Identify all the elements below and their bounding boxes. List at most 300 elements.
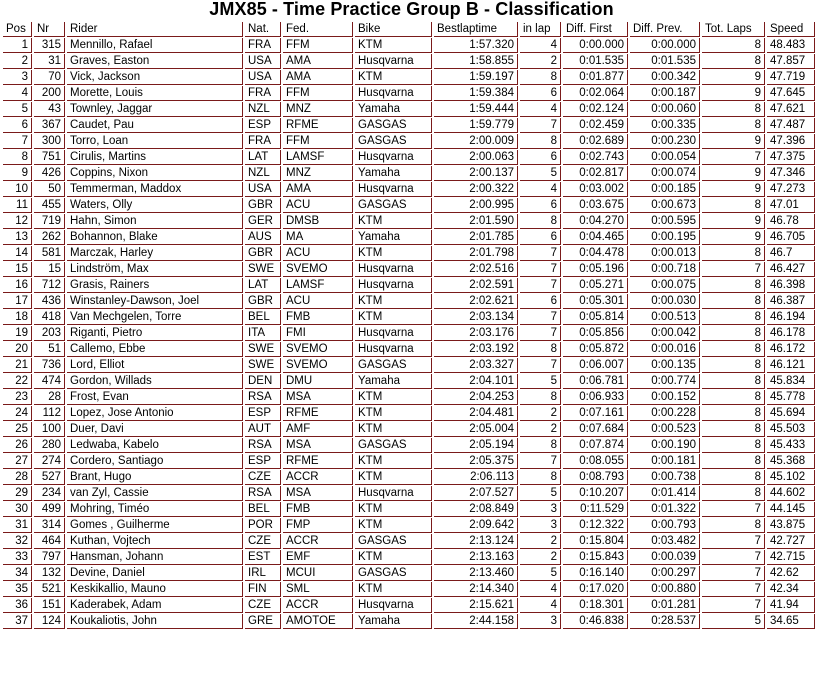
cell-diff-prev: 0:00.042 [630, 326, 700, 341]
cell-diff-prev: 0:00.297 [630, 566, 700, 581]
table-row [3, 166, 815, 181]
cell-bestlaptime: 2:03.192 [434, 342, 518, 357]
cell-fed: LAMSF [283, 150, 353, 165]
cell-bike: KTM [355, 390, 432, 405]
cell-rider: Hansman, Johann [67, 550, 243, 565]
table-row [3, 550, 815, 565]
cell-bike: GASGAS [355, 134, 432, 149]
cell-tot-laps: 5 [702, 614, 765, 629]
cell-speed: 46.194 [767, 310, 815, 325]
cell-speed: 46.172 [767, 342, 815, 357]
cell-fed: EMF [283, 550, 353, 565]
cell-bestlaptime: 1:58.855 [434, 54, 518, 69]
cell-pos: 23 [3, 390, 32, 405]
cell-diff-prev: 0:00.230 [630, 134, 700, 149]
header-fed: Fed. [283, 22, 353, 37]
cell-diff-prev: 0:00.774 [630, 374, 700, 389]
cell-in-lap: 4 [520, 102, 561, 117]
table-row [3, 614, 815, 629]
cell-pos: 35 [3, 582, 32, 597]
table-row [3, 150, 815, 165]
cell-speed: 45.778 [767, 390, 815, 405]
cell-tot-laps: 8 [702, 294, 765, 309]
cell-in-lap: 8 [520, 438, 561, 453]
cell-rider: Townley, Jaggar [67, 102, 243, 117]
cell-tot-laps: 9 [702, 230, 765, 245]
cell-rider: Gordon, Willads [67, 374, 243, 389]
cell-nr: 315 [34, 38, 65, 53]
cell-fed: MNZ [283, 102, 353, 117]
cell-rider: Vick, Jackson [67, 70, 243, 85]
cell-speed: 45.102 [767, 470, 815, 485]
cell-tot-laps: 8 [702, 374, 765, 389]
cell-nr: 499 [34, 502, 65, 517]
cell-diff-first: 0:06.781 [563, 374, 628, 389]
cell-nat: RSA [245, 438, 281, 453]
cell-bestlaptime: 2:13.124 [434, 534, 518, 549]
cell-diff-first: 0:05.872 [563, 342, 628, 357]
cell-bestlaptime: 1:57.320 [434, 38, 518, 53]
cell-rider: Callemo, Ebbe [67, 342, 243, 357]
classification-table [1, 21, 817, 630]
cell-nr: 124 [34, 614, 65, 629]
cell-diff-first: 0:02.817 [563, 166, 628, 181]
header-diff-prev: Diff. Prev. [630, 22, 700, 37]
cell-nat: ESP [245, 454, 281, 469]
cell-diff-prev: 0:00.135 [630, 358, 700, 373]
cell-pos: 7 [3, 134, 32, 149]
cell-diff-first: 0:03.002 [563, 182, 628, 197]
cell-diff-first: 0:18.301 [563, 598, 628, 613]
cell-nr: 712 [34, 278, 65, 293]
cell-rider: Bohannon, Blake [67, 230, 243, 245]
cell-fed: SVEMO [283, 342, 353, 357]
table-row [3, 182, 815, 197]
cell-speed: 45.433 [767, 438, 815, 453]
cell-nr: 28 [34, 390, 65, 405]
cell-diff-prev: 0:00.060 [630, 102, 700, 117]
cell-bestlaptime: 2:02.516 [434, 262, 518, 277]
table-row [3, 502, 815, 517]
cell-rider: Koukaliotis, John [67, 614, 243, 629]
cell-bestlaptime: 2:13.163 [434, 550, 518, 565]
cell-speed: 45.503 [767, 422, 815, 437]
cell-fed: ACCR [283, 470, 353, 485]
cell-in-lap: 4 [520, 582, 561, 597]
table-row [3, 326, 815, 341]
cell-rider: Mennillo, Rafael [67, 38, 243, 53]
cell-diff-first: 0:06.007 [563, 358, 628, 373]
cell-tot-laps: 7 [702, 534, 765, 549]
cell-bestlaptime: 2:05.004 [434, 422, 518, 437]
cell-diff-prev: 0:00.039 [630, 550, 700, 565]
table-row [3, 294, 815, 309]
cell-bestlaptime: 2:09.642 [434, 518, 518, 533]
cell-nat: LAT [245, 150, 281, 165]
cell-speed: 47.01 [767, 198, 815, 213]
cell-nat: GBR [245, 198, 281, 213]
cell-bike: Yamaha [355, 614, 432, 629]
cell-in-lap: 6 [520, 150, 561, 165]
cell-nat: SWE [245, 262, 281, 277]
cell-tot-laps: 8 [702, 278, 765, 293]
table-row [3, 70, 815, 85]
cell-speed: 42.715 [767, 550, 815, 565]
cell-nat: CZE [245, 534, 281, 549]
cell-in-lap: 3 [520, 614, 561, 629]
cell-rider: Brant, Hugo [67, 470, 243, 485]
cell-nat: POR [245, 518, 281, 533]
cell-nat: LAT [245, 278, 281, 293]
cell-bestlaptime: 2:05.194 [434, 438, 518, 453]
table-row [3, 310, 815, 325]
cell-rider: Marczak, Harley [67, 246, 243, 261]
cell-bike: KTM [355, 454, 432, 469]
cell-diff-prev: 0:00.016 [630, 342, 700, 357]
cell-nr: 112 [34, 406, 65, 421]
cell-bike: KTM [355, 70, 432, 85]
cell-bestlaptime: 1:59.197 [434, 70, 518, 85]
table-header-row [3, 22, 815, 37]
cell-pos: 10 [3, 182, 32, 197]
cell-in-lap: 5 [520, 374, 561, 389]
cell-diff-first: 0:04.478 [563, 246, 628, 261]
cell-in-lap: 7 [520, 454, 561, 469]
cell-nr: 274 [34, 454, 65, 469]
cell-diff-prev: 0:00.195 [630, 230, 700, 245]
cell-diff-first: 0:10.207 [563, 486, 628, 501]
cell-tot-laps: 8 [702, 438, 765, 453]
cell-speed: 47.645 [767, 86, 815, 101]
cell-tot-laps: 8 [702, 38, 765, 53]
header-tot-laps: Tot. Laps [702, 22, 765, 37]
cell-nr: 51 [34, 342, 65, 357]
cell-speed: 47.719 [767, 70, 815, 85]
cell-tot-laps: 8 [702, 518, 765, 533]
cell-fed: ACU [283, 198, 353, 213]
cell-fed: MA [283, 230, 353, 245]
cell-rider: Hahn, Simon [67, 214, 243, 229]
cell-diff-prev: 0:00.030 [630, 294, 700, 309]
cell-speed: 46.398 [767, 278, 815, 293]
cell-bestlaptime: 1:59.779 [434, 118, 518, 133]
table-row [3, 214, 815, 229]
table-row [3, 486, 815, 501]
table-row [3, 534, 815, 549]
cell-nr: 797 [34, 550, 65, 565]
cell-diff-prev: 0:00.738 [630, 470, 700, 485]
cell-pos: 32 [3, 534, 32, 549]
cell-nat: DEN [245, 374, 281, 389]
cell-diff-prev: 0:00.074 [630, 166, 700, 181]
cell-diff-prev: 0:00.513 [630, 310, 700, 325]
cell-speed: 46.705 [767, 230, 815, 245]
cell-bestlaptime: 2:08.849 [434, 502, 518, 517]
cell-in-lap: 6 [520, 230, 561, 245]
cell-nr: 262 [34, 230, 65, 245]
cell-nat: IRL [245, 566, 281, 581]
cell-diff-first: 0:01.877 [563, 70, 628, 85]
cell-fed: AMA [283, 182, 353, 197]
cell-diff-first: 0:08.055 [563, 454, 628, 469]
cell-rider: Gomes , Guilherme [67, 518, 243, 533]
cell-bike: Yamaha [355, 374, 432, 389]
cell-bestlaptime: 2:00.322 [434, 182, 518, 197]
cell-nr: 474 [34, 374, 65, 389]
cell-diff-prev: 0:00.673 [630, 198, 700, 213]
cell-bestlaptime: 2:06.113 [434, 470, 518, 485]
cell-nr: 719 [34, 214, 65, 229]
cell-bestlaptime: 2:03.134 [434, 310, 518, 325]
table-row [3, 38, 815, 53]
cell-speed: 46.78 [767, 214, 815, 229]
cell-tot-laps: 8 [702, 246, 765, 261]
cell-in-lap: 5 [520, 166, 561, 181]
cell-tot-laps: 8 [702, 102, 765, 117]
table-row [3, 422, 815, 437]
cell-fed: MSA [283, 390, 353, 405]
cell-nat: FRA [245, 86, 281, 101]
cell-diff-first: 0:08.793 [563, 470, 628, 485]
cell-in-lap: 7 [520, 118, 561, 133]
cell-diff-prev: 0:00.595 [630, 214, 700, 229]
cell-tot-laps: 8 [702, 486, 765, 501]
cell-tot-laps: 8 [702, 118, 765, 133]
cell-diff-prev: 0:00.075 [630, 278, 700, 293]
cell-bike: Yamaha [355, 102, 432, 117]
cell-rider: Coppins, Nixon [67, 166, 243, 181]
cell-nr: 736 [34, 358, 65, 373]
cell-bike: KTM [355, 246, 432, 261]
cell-speed: 42.34 [767, 582, 815, 597]
cell-diff-first: 0:07.684 [563, 422, 628, 437]
cell-bestlaptime: 2:00.137 [434, 166, 518, 181]
cell-nr: 581 [34, 246, 65, 261]
cell-bestlaptime: 2:05.375 [434, 454, 518, 469]
cell-bike: Yamaha [355, 230, 432, 245]
header-in-lap: in lap [520, 22, 561, 37]
cell-in-lap: 8 [520, 470, 561, 485]
header-bike: Bike [355, 22, 432, 37]
cell-bike: Husqvarna [355, 598, 432, 613]
cell-bestlaptime: 2:07.527 [434, 486, 518, 501]
cell-nat: NZL [245, 166, 281, 181]
cell-tot-laps: 7 [702, 566, 765, 581]
cell-nat: FIN [245, 582, 281, 597]
cell-pos: 13 [3, 230, 32, 245]
cell-diff-first: 0:11.529 [563, 502, 628, 517]
cell-nr: 426 [34, 166, 65, 181]
cell-fed: FMB [283, 310, 353, 325]
cell-speed: 46.427 [767, 262, 815, 277]
cell-rider: Winstanley-Dawson, Joel [67, 294, 243, 309]
cell-in-lap: 6 [520, 294, 561, 309]
cell-nat: ESP [245, 406, 281, 421]
cell-diff-prev: 0:00.718 [630, 262, 700, 277]
cell-nat: BEL [245, 310, 281, 325]
cell-nat: CZE [245, 598, 281, 613]
cell-nr: 100 [34, 422, 65, 437]
cell-nat: ITA [245, 326, 281, 341]
cell-nr: 436 [34, 294, 65, 309]
cell-diff-first: 0:05.196 [563, 262, 628, 277]
cell-bike: KTM [355, 502, 432, 517]
cell-nat: RSA [245, 486, 281, 501]
cell-bestlaptime: 2:01.785 [434, 230, 518, 245]
cell-in-lap: 6 [520, 86, 561, 101]
cell-pos: 36 [3, 598, 32, 613]
table-row [3, 390, 815, 405]
cell-fed: ACU [283, 294, 353, 309]
table-row [3, 454, 815, 469]
cell-in-lap: 5 [520, 486, 561, 501]
cell-nat: GBR [245, 246, 281, 261]
cell-in-lap: 2 [520, 550, 561, 565]
cell-diff-prev: 0:03.482 [630, 534, 700, 549]
cell-pos: 4 [3, 86, 32, 101]
cell-rider: Lord, Elliot [67, 358, 243, 373]
table-row [3, 358, 815, 373]
cell-rider: Cirulis, Martins [67, 150, 243, 165]
cell-pos: 5 [3, 102, 32, 117]
cell-bike: Husqvarna [355, 278, 432, 293]
cell-in-lap: 6 [520, 198, 561, 213]
cell-nr: 43 [34, 102, 65, 117]
cell-pos: 18 [3, 310, 32, 325]
cell-fed: FFM [283, 134, 353, 149]
cell-speed: 47.273 [767, 182, 815, 197]
table-row [3, 582, 815, 597]
header-rider: Rider [67, 22, 243, 37]
cell-tot-laps: 8 [702, 310, 765, 325]
cell-nat: SWE [245, 342, 281, 357]
table-row [3, 342, 815, 357]
cell-bike: Husqvarna [355, 86, 432, 101]
cell-fed: MNZ [283, 166, 353, 181]
cell-in-lap: 4 [520, 182, 561, 197]
cell-nr: 751 [34, 150, 65, 165]
cell-rider: Kuthan, Vojtech [67, 534, 243, 549]
cell-fed: FMP [283, 518, 353, 533]
cell-bike: Husqvarna [355, 262, 432, 277]
cell-fed: FMB [283, 502, 353, 517]
cell-diff-first: 0:05.301 [563, 294, 628, 309]
cell-diff-prev: 0:00.187 [630, 86, 700, 101]
cell-fed: AMOTOE [283, 614, 353, 629]
cell-bestlaptime: 2:03.327 [434, 358, 518, 373]
cell-diff-first: 0:02.064 [563, 86, 628, 101]
cell-diff-first: 0:02.743 [563, 150, 628, 165]
cell-pos: 25 [3, 422, 32, 437]
cell-speed: 47.857 [767, 54, 815, 69]
cell-fed: ACCR [283, 598, 353, 613]
cell-pos: 34 [3, 566, 32, 581]
cell-pos: 37 [3, 614, 32, 629]
cell-nr: 70 [34, 70, 65, 85]
cell-bike: KTM [355, 38, 432, 53]
cell-nat: NZL [245, 102, 281, 117]
cell-nr: 455 [34, 198, 65, 213]
cell-nat: EST [245, 550, 281, 565]
cell-diff-first: 0:05.814 [563, 310, 628, 325]
cell-diff-prev: 0:00.181 [630, 454, 700, 469]
cell-speed: 45.368 [767, 454, 815, 469]
cell-in-lap: 3 [520, 518, 561, 533]
cell-rider: Torro, Loan [67, 134, 243, 149]
header-bestlaptime: Bestlaptime [434, 22, 518, 37]
cell-diff-first: 0:15.804 [563, 534, 628, 549]
table-row [3, 566, 815, 581]
table-row [3, 86, 815, 101]
cell-in-lap: 7 [520, 326, 561, 341]
cell-rider: Graves, Easton [67, 54, 243, 69]
cell-speed: 45.694 [767, 406, 815, 421]
cell-bike: GASGAS [355, 438, 432, 453]
cell-pos: 26 [3, 438, 32, 453]
cell-bestlaptime: 2:00.009 [434, 134, 518, 149]
cell-bike: GASGAS [355, 198, 432, 213]
cell-bestlaptime: 2:00.063 [434, 150, 518, 165]
cell-speed: 43.875 [767, 518, 815, 533]
cell-bestlaptime: 2:13.460 [434, 566, 518, 581]
cell-speed: 47.487 [767, 118, 815, 133]
cell-pos: 30 [3, 502, 32, 517]
cell-diff-prev: 0:00.190 [630, 438, 700, 453]
cell-in-lap: 3 [520, 502, 561, 517]
cell-pos: 27 [3, 454, 32, 469]
table-row [3, 518, 815, 533]
header-nat: Nat. [245, 22, 281, 37]
cell-bestlaptime: 2:44.158 [434, 614, 518, 629]
cell-pos: 15 [3, 262, 32, 277]
cell-diff-prev: 0:00.228 [630, 406, 700, 421]
cell-bike: KTM [355, 582, 432, 597]
cell-fed: DMU [283, 374, 353, 389]
cell-bike: KTM [355, 550, 432, 565]
cell-bestlaptime: 2:04.481 [434, 406, 518, 421]
cell-rider: Duer, Davi [67, 422, 243, 437]
cell-in-lap: 2 [520, 406, 561, 421]
cell-bike: KTM [355, 406, 432, 421]
cell-nr: 300 [34, 134, 65, 149]
cell-diff-prev: 0:28.537 [630, 614, 700, 629]
cell-tot-laps: 8 [702, 470, 765, 485]
cell-in-lap: 7 [520, 310, 561, 325]
cell-pos: 16 [3, 278, 32, 293]
cell-nr: 15 [34, 262, 65, 277]
cell-fed: FMI [283, 326, 353, 341]
cell-fed: RFME [283, 118, 353, 133]
cell-fed: LAMSF [283, 278, 353, 293]
cell-pos: 2 [3, 54, 32, 69]
cell-pos: 31 [3, 518, 32, 533]
cell-nr: 280 [34, 438, 65, 453]
cell-nr: 234 [34, 486, 65, 501]
cell-speed: 41.94 [767, 598, 815, 613]
table-row [3, 198, 815, 213]
table-row [3, 118, 815, 133]
cell-in-lap: 2 [520, 422, 561, 437]
table-row [3, 262, 815, 277]
cell-speed: 47.375 [767, 150, 815, 165]
cell-diff-first: 0:17.020 [563, 582, 628, 597]
cell-diff-prev: 0:00.880 [630, 582, 700, 597]
cell-pos: 11 [3, 198, 32, 213]
cell-pos: 14 [3, 246, 32, 261]
cell-pos: 3 [3, 70, 32, 85]
cell-diff-first: 0:04.465 [563, 230, 628, 245]
table-row [3, 230, 815, 245]
